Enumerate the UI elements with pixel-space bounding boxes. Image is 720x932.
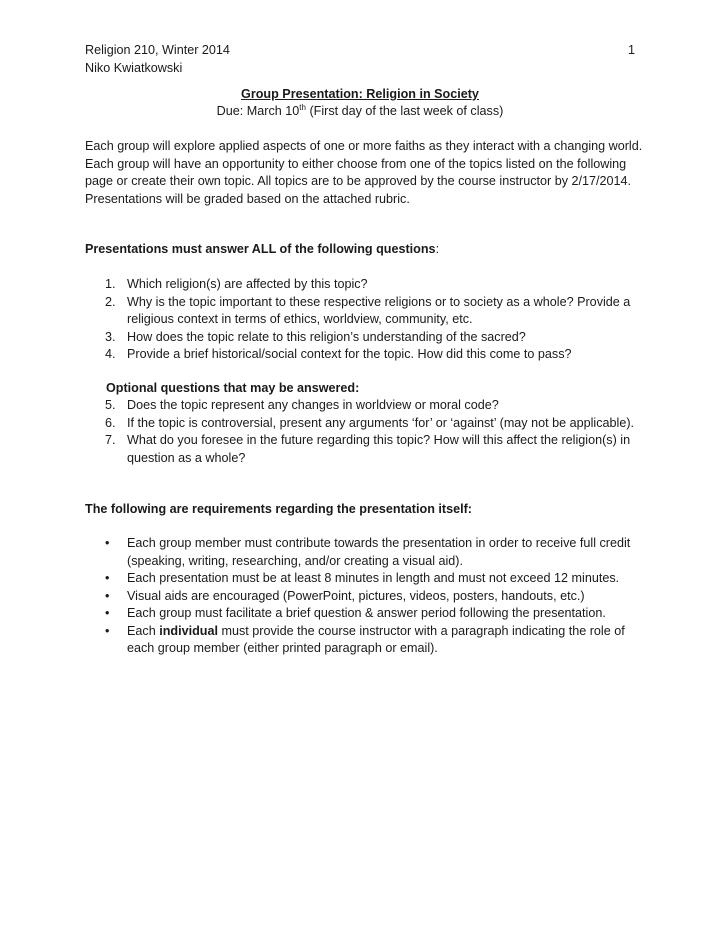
due-prefix: Due: March 10	[216, 104, 300, 118]
document-title-text: Group Presentation: Religion in Society	[241, 87, 479, 101]
list-item	[85, 276, 645, 294]
due-suffix: (First day of the last week of class)	[305, 104, 504, 118]
bullet-icon: •	[105, 588, 110, 603]
list-item	[85, 415, 645, 433]
item-number: 1.	[105, 277, 116, 291]
questions-heading-colon: :	[435, 242, 440, 256]
optional-questions-list	[85, 397, 645, 467]
bullet-text: Visual aids are encouraged (PowerPoint, pictures, videos, posters, handouts, etc.)	[127, 588, 585, 603]
due-date	[0, 103, 720, 121]
bullet-icon: •	[105, 571, 110, 585]
item-number: 7.	[105, 433, 116, 447]
item-number: 3.	[105, 329, 116, 344]
bullet-text: Each group must facilitate a brief question & answer period following the presentation.	[127, 606, 606, 620]
intro-paragraph: Each group will explore applied aspects of one or more faiths as they interact with a changing world. Each group will have an opportunity to either choose from one of the topics listed on the following page or create their own topic. All topics are to be approved by the course instructor by 2/17/2014. Presentations will be graded based on the attached rubric.	[85, 139, 643, 206]
item-number: 2.	[105, 294, 116, 309]
bullet-item	[85, 623, 655, 658]
item-text: Which religion(s) are affected by this topic?	[127, 277, 368, 291]
item-number: 6.	[105, 415, 116, 430]
item-text: Why is the topic important to these respective religions or to society as a whole? Provide a religious context in terms of ethics, worldview, community, etc.	[127, 294, 631, 326]
bullet-item	[85, 605, 655, 623]
item-number: 5.	[105, 398, 116, 412]
bullet-icon: •	[105, 606, 110, 620]
item-text: Provide a brief historical/social context for the topic. How did this come to pass?	[127, 347, 572, 361]
item-text: If the topic is controversial, present any arguments ‘for’ or ‘against’ (may not be applicable).	[127, 415, 635, 430]
list-item	[85, 346, 645, 364]
bullet-text-emphasis: individual	[159, 623, 218, 638]
requirements-list	[85, 535, 655, 658]
list-item	[85, 294, 645, 329]
bullet-icon: •	[105, 623, 110, 638]
author-name: Niko Kwiatkowski	[85, 60, 183, 75]
bullet-text-pre: Each	[127, 623, 160, 638]
bullet-icon: •	[105, 536, 110, 550]
bullet-item	[85, 588, 655, 606]
optional-heading: Optional questions that may be answered:	[106, 381, 360, 395]
item-text: How does the topic relate to this religion’s understanding of the sacred?	[127, 329, 526, 344]
item-text: What do you foresee in the future regarding this topic? How will this affect the religion(s) in question as a whole?	[127, 433, 631, 465]
questions-heading-bold: Presentations must answer ALL of the following questions	[85, 242, 436, 256]
bullet-item	[85, 535, 655, 570]
requirements-heading: The following are requirements regarding the presentation itself:	[85, 502, 472, 516]
list-item	[85, 397, 645, 415]
bullet-text-post: must provide the course instructor with a paragraph indicating the role of each group member (either printed paragraph or email).	[127, 623, 625, 655]
item-number: 4.	[105, 347, 116, 361]
list-item	[85, 329, 645, 347]
course-title: Religion 210, Winter 2014	[85, 43, 230, 57]
page-number: 1	[628, 43, 636, 57]
running-header	[85, 42, 230, 77]
bullet-text: Each presentation must be at least 8 minutes in length and must not exceed 12 minutes.	[127, 571, 620, 585]
bullet-text: Each group member must contribute towards the presentation in order to receive full credit (speaking, writing, researching, and/or creating a visual aid).	[127, 536, 631, 568]
item-text: Does the topic represent any changes in worldview or moral code?	[127, 398, 499, 412]
document-title	[0, 86, 720, 104]
due-sup: th	[299, 103, 306, 112]
bullet-item	[85, 570, 655, 588]
questions-heading	[85, 241, 439, 259]
required-questions-list	[85, 276, 645, 364]
list-item	[85, 432, 645, 467]
